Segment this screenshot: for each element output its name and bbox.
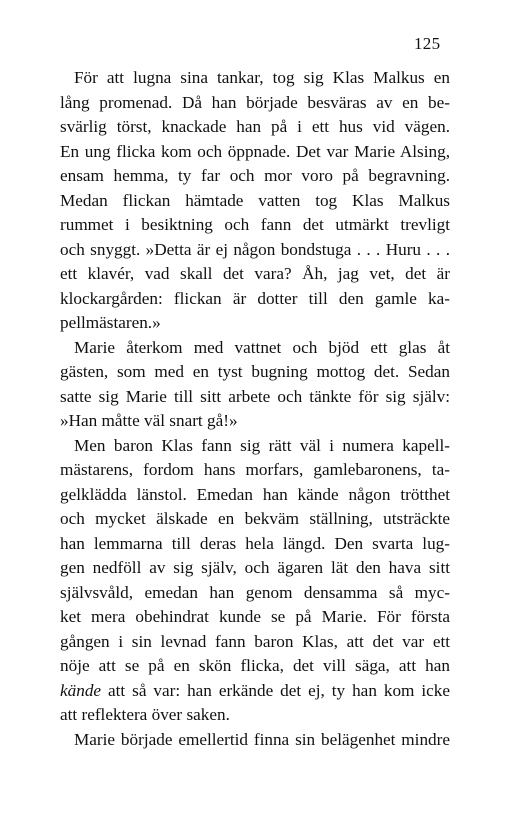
paragraph-3 — [60, 434, 450, 728]
text-line: Marie återkom med vattnet och bjöd ett glas åt — [74, 337, 450, 357]
page-number: 125 — [414, 34, 441, 53]
text-line: nöje att se på en skön flicka, det vill säga, att han — [60, 656, 450, 675]
text-line: att reflektera över saken. — [60, 705, 230, 724]
text-line: gelklädda länstol. Emedan han kände någon trötthet — [60, 484, 450, 504]
text-line: självsvåld, emedan han genom densamma så myc- — [60, 582, 450, 602]
text-line: rummet i besiktning och fann det utmärkt trevligt — [60, 215, 450, 234]
emphasized-word: kände — [60, 680, 102, 700]
text-line: En ung flicka kom och öppnade. Det var Marie Alsing, — [60, 141, 450, 161]
text-line: och mycket älskade en bekväm ställning, utsträckte — [60, 509, 450, 528]
text-line: lång promenad. Då han började besväras av en be- — [60, 92, 450, 112]
text-line: satte sig Marie till sitt arbete och tänkte för sig själv: — [60, 386, 450, 406]
text-line: klockargården: flickan är dotter till den gamle ka- — [60, 288, 450, 308]
text-line: han lemmarna till deras hela längd. Den svarta lug- — [60, 533, 450, 553]
text-line: och snyggt. »Detta är ej någon bondstuga . . . Huru . . . — [60, 239, 450, 259]
text-line: mästarens, fordom hans morfars, gamlebaronens, ta- — [60, 460, 450, 479]
body-text — [60, 66, 450, 752]
text-line: pellmästaren.» — [60, 313, 161, 332]
text-line: gen nedföll av sig själv, och ägaren lät den hava sitt — [60, 558, 450, 577]
text-line: gången i sin levnad fann baron Klas, att det var ett — [60, 631, 450, 651]
paragraph-2 — [60, 336, 450, 434]
text-line: Medan flickan hämtade vatten tog Klas Malkus — [60, 190, 450, 210]
text-line: kände att så var: han erkände det ej, ty han kom icke — [60, 680, 450, 700]
text-line: gästen, som med en tyst bugning mottog det. Sedan — [60, 362, 450, 381]
paragraph-4 — [60, 728, 450, 753]
text-line: ket mera obehindrat kunde se på Marie. För första — [60, 607, 450, 626]
text-line: »Han måtte väl snart gå!» — [60, 411, 238, 430]
text-line: ett klavér, vad skall det vara? Åh, jag vet, det är — [60, 264, 450, 283]
text-line: För att lugna sina tankar, tog sig Klas Malkus en — [74, 68, 450, 87]
text-line: svärlig törst, knackade han på i ett hus vid vägen. — [60, 117, 450, 136]
text-line: Men baron Klas fann sig rätt väl i numera kapell- — [74, 435, 450, 455]
paragraph-1 — [60, 66, 450, 336]
text-line: Marie började emellertid finna sin belägenhet mindre — [74, 729, 450, 749]
text-line: ensam hemma, ty far och mor voro på begravning. — [60, 166, 450, 185]
